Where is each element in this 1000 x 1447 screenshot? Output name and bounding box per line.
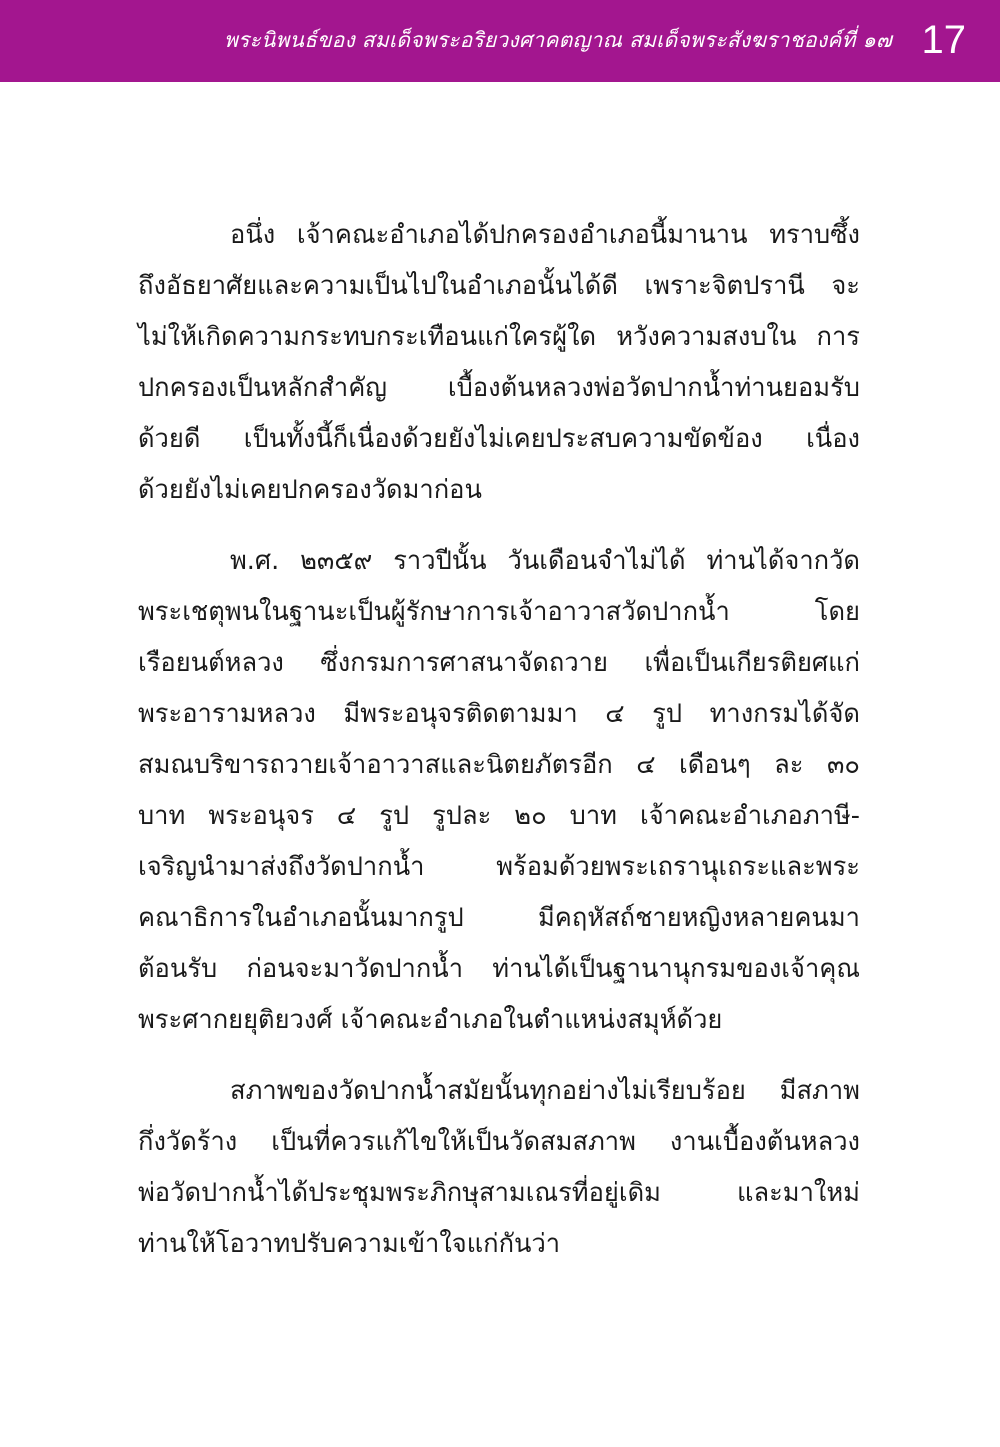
paragraph-3 — [138, 1066, 860, 1270]
text-line: ท่านให้โอวาทปรับความเข้าใจแก่กันว่า — [138, 1229, 561, 1259]
header-bar — [0, 0, 1000, 82]
text-line: ถึงอัธยาศัยและความเป็นไปในอำเภอนั้นได้ดี เพราะจิตปรานี จะ — [138, 271, 860, 301]
paragraph-2 — [138, 536, 860, 1046]
running-header-title: พระนิพนธ์ของ สมเด็จพระอริยวงศาคตญาณ สมเด็จพระสังฆราชองค์ที่ ๑๗ — [223, 28, 892, 52]
text-line: พ่อวัดปากน้ำได้ประชุมพระภิกษุสามเณรที่อยู่เดิม และมาใหม่ — [138, 1178, 860, 1208]
text-line: เจริญนำมาส่งถึงวัดปากน้ำ พร้อมด้วยพระเถรานุเถระและพระ — [138, 852, 860, 882]
text-line: ต้อนรับ ก่อนจะมาวัดปากน้ำ ท่านได้เป็นฐานานุกรมของเจ้าคุณ — [138, 954, 860, 984]
text-line: กึ่งวัดร้าง เป็นที่ควรแก้ไขให้เป็นวัดสมสภาพ งานเบื้องต้นหลวง — [138, 1127, 860, 1157]
text-line: ปกครองเป็นหลักสำคัญ เบื้องต้นหลวงพ่อวัดปากน้ำท่านยอมรับ — [138, 373, 860, 403]
text-line: คณาธิการในอำเภอนั้นมากรูป มีคฤหัสถ์ชายหญิงหลายคนมา — [138, 903, 860, 933]
text-line: สมณบริขารถวายเจ้าอาวาสและนิตยภัตรอีก ๔ เดือนๆ ละ ๓๐ — [138, 750, 860, 780]
page-number: 17 — [921, 18, 966, 62]
text-line: สภาพของวัดปากน้ำสมัยนั้นทุกอย่างไม่เรียบร้อย มีสภาพ — [230, 1076, 860, 1106]
text-line: อนึ่ง เจ้าคณะอำเภอได้ปกครองอำเภอนี้มานาน ทราบซึ้ง — [230, 220, 860, 250]
paragraph-1 — [138, 210, 860, 516]
text-line: บาท พระอนุจร ๔ รูป รูปละ ๒๐ บาท เจ้าคณะอำเภอภาษี- — [138, 801, 860, 831]
text-line: พ.ศ. ๒๓๕๙ ราวปีนั้น วันเดือนจำไม่ได้ ท่านได้จากวัด — [230, 546, 860, 576]
body-text — [138, 210, 860, 1270]
text-line: ด้วยยังไม่เคยปกครองวัดมาก่อน — [138, 475, 482, 505]
text-line: พระศากยยุติยวงศ์ เจ้าคณะอำเภอในตำแหน่งสมุห์ด้วย — [138, 1005, 723, 1035]
text-line: ด้วยดี เป็นทั้งนี้ก็เนื่องด้วยยังไม่เคยประสบความขัดข้อง เนื่อง — [138, 424, 860, 454]
text-line: ไม่ให้เกิดความกระทบกระเทือนแก่ใครผู้ใด หวังความสงบใน การ — [138, 322, 860, 352]
text-line: เรือยนต์หลวง ซึ่งกรมการศาสนาจัดถวาย เพื่อเป็นเกียรติยศแก่ — [138, 648, 860, 678]
text-line: พระอารามหลวง มีพระอนุจรติดตามมา ๔ รูป ทางกรมได้จัด — [138, 699, 860, 729]
text-line: พระเชตุพนในฐานะเป็นผู้รักษาการเจ้าอาวาสวัดปากน้ำ โดย — [138, 597, 860, 627]
